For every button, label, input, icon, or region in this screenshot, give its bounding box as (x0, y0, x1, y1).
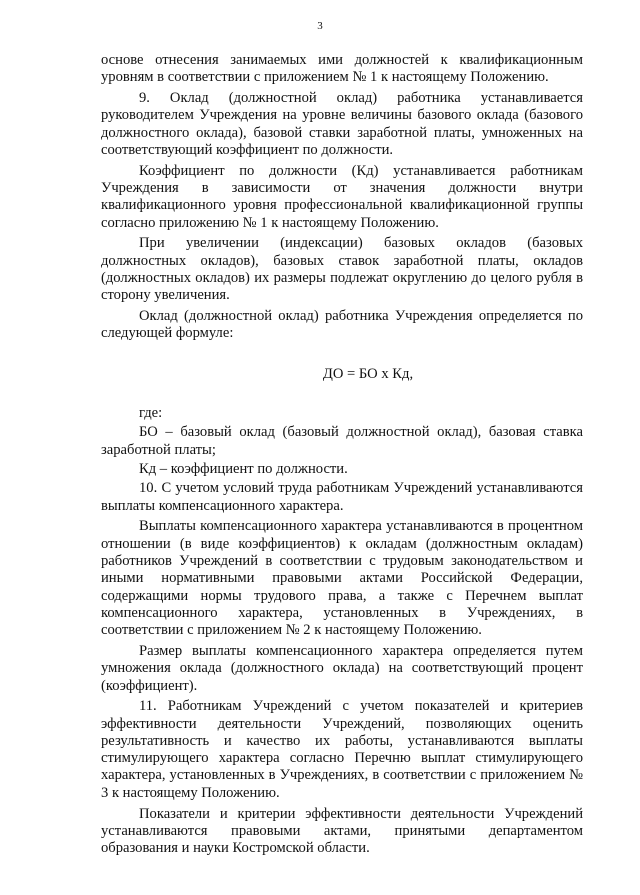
paragraph-formula-intro: Оклад (должностной оклад) работника Учреждения определяется по следующей формуле: (101, 308, 583, 342)
paragraph-item-11: 11. Работникам Учреждений с учетом показателей и критериев эффективности деятельности Учреждений, позволяющих оценить результативность и качество их работы, устанавливаются выплаты стимулирующего характера согласно Перечню выплат стимулирующего характера, установленных в Учреждениях, в соответствии с приложением № 3 к настоящему Положению. (101, 698, 583, 801)
definition-bo: БО – базовый оклад (базовый должностной оклад), базовая ставка заработной платы; (101, 424, 583, 458)
salary-formula: ДО = БО х Кд, (322, 365, 414, 382)
paragraph-item-10: 10. С учетом условий труда работникам Учреждений устанавливаются выплаты компенсационного характера. (101, 480, 583, 514)
definition-kd: Кд – коэффициент по должности. (139, 460, 348, 477)
paragraph-compensation-size: Размер выплаты компенсационного характера определяется путем умножения оклада (должностного оклада) на соответствующий процент (коэффициент). (101, 642, 583, 694)
page-number: 3 (317, 20, 323, 32)
document-body (101, 52, 583, 861)
paragraph-criteria: Показатели и критерии эффективности деятельности Учреждений устанавливаются правовыми актами, принятыми департаментом образования и науки Костромской области. (101, 805, 583, 857)
definition-where: где: (139, 405, 163, 422)
paragraph-coefficient: Коэффициент по должности (Кд) устанавливается работникам Учреждения в зависимости от значения должности внутри квалификационного уровня профессиональной квалификационной группы согласно приложению № 1 к настоящему Положению. (101, 162, 583, 231)
paragraph-continuation: основе отнесения занимаемых ими должностей к квалификационным уровням в соответствии с приложением № 1 к настоящему Положению. (101, 52, 583, 86)
paragraph-item-9: 9. Оклад (должностной оклад) работника устанавливается руководителем Учреждения на уровне величины базового оклада (базового должностного оклада), базовой ставки заработной платы, умноженных на соответствующий коэффициент по должности. (101, 90, 583, 158)
paragraph-indexation: При увеличении (индексации) базовых окладов (базовых должностных окладов), базовых ставок заработной платы, окладов (должностных окладов) их размеры подлежат округлению до целого рубля в сторону увеличения. (101, 235, 583, 304)
paragraph-compensation-payments: Выплаты компенсационного характера устанавливаются в процентном отношении (в виде коэффициентов) к окладам (должностным окладам) работников Учреждений в соответствии с трудовым законодательством и иными нормативными правовыми актами Российской Федерации, содержащими нормы трудового права, а также с Перечнем выплат компенсационного характера, установленных в Учреждениях, в соответствии с приложением № 2 к настоящему Положению. (101, 518, 583, 639)
